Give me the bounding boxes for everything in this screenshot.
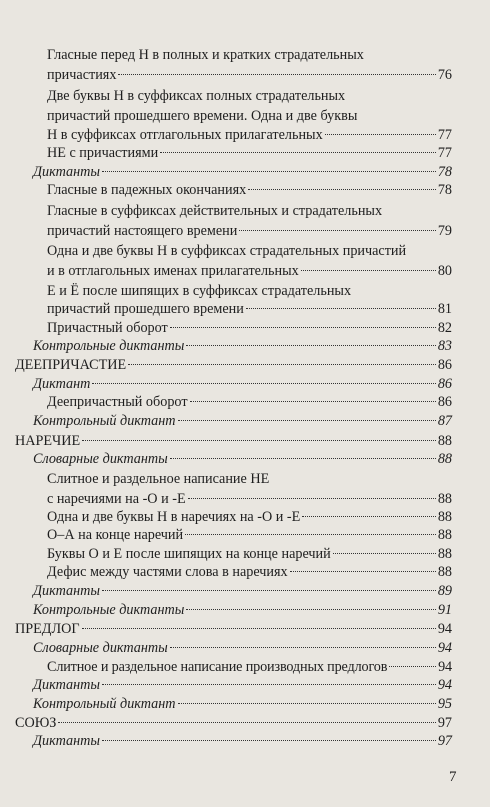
toc-label: СОЮЗ bbox=[15, 715, 57, 731]
toc-label: Диктанты bbox=[33, 733, 100, 749]
toc-page: 95 bbox=[437, 696, 452, 712]
toc-label: причастий прошедшего времени bbox=[47, 301, 244, 317]
toc-page: 94 bbox=[437, 677, 452, 693]
toc-entry bbox=[0, 223, 490, 240]
toc-page: 89 bbox=[437, 583, 452, 599]
toc-page: 94 bbox=[437, 640, 452, 656]
page-number: 7 bbox=[449, 769, 457, 785]
toc-label: Буквы О и Е после шипящих на конце наречий bbox=[47, 546, 331, 562]
toc-entry bbox=[0, 451, 490, 468]
toc-page: 88 bbox=[437, 564, 452, 580]
toc-page: 78 bbox=[437, 164, 452, 180]
toc-entry bbox=[0, 509, 490, 526]
toc-label: Н в суффиксах отглагольных прилагательных bbox=[47, 127, 323, 143]
toc-entry bbox=[0, 320, 490, 337]
dot-leader bbox=[248, 189, 436, 190]
dot-leader bbox=[178, 420, 436, 421]
toc-entry bbox=[0, 527, 490, 544]
toc-entry bbox=[0, 164, 490, 181]
toc-label: Контрольные диктанты bbox=[33, 602, 185, 618]
toc-entry bbox=[0, 145, 490, 162]
toc-label: Причастный оборот bbox=[47, 320, 168, 336]
toc-entry bbox=[0, 376, 490, 393]
toc-section bbox=[0, 621, 490, 638]
toc-page: 94 bbox=[437, 621, 452, 637]
dot-leader bbox=[246, 308, 436, 309]
dot-leader bbox=[102, 171, 436, 172]
toc-page: 86 bbox=[437, 376, 452, 392]
dot-leader bbox=[188, 498, 436, 499]
dot-leader bbox=[239, 230, 435, 231]
toc-page: 86 bbox=[437, 394, 452, 410]
dot-leader bbox=[302, 516, 435, 517]
toc-label: Диктанты bbox=[33, 164, 100, 180]
toc-page: 80 bbox=[437, 263, 452, 279]
toc-page: 86 bbox=[437, 357, 452, 373]
toc-entry bbox=[0, 677, 490, 694]
toc-page: 77 bbox=[437, 145, 452, 161]
toc-label: причастиях bbox=[47, 67, 117, 83]
toc-section bbox=[0, 357, 490, 374]
toc-page: 88 bbox=[437, 546, 452, 562]
toc-label: Одна и две буквы Н в наречиях на -О и -Е bbox=[47, 509, 301, 525]
dot-leader bbox=[290, 571, 436, 572]
toc-entry bbox=[0, 67, 490, 84]
dot-leader bbox=[389, 666, 436, 667]
dot-leader bbox=[333, 553, 436, 554]
toc-label: и в отглагольных именах прилагательных bbox=[47, 263, 299, 279]
toc-label: Контрольный диктант bbox=[33, 413, 176, 429]
dot-leader bbox=[190, 401, 436, 402]
toc-entry bbox=[0, 640, 490, 657]
toc-label: О–А на конце наречий bbox=[47, 527, 184, 543]
dot-leader bbox=[58, 722, 435, 723]
toc-page: 79 bbox=[437, 223, 452, 239]
toc-label: причастий настоящего времени bbox=[47, 223, 238, 239]
dot-leader bbox=[118, 74, 435, 75]
toc-page: 87 bbox=[437, 413, 452, 429]
toc-section bbox=[0, 715, 490, 732]
toc-page: 82 bbox=[437, 320, 452, 336]
dot-leader bbox=[186, 345, 435, 346]
toc-page: 97 bbox=[437, 715, 452, 731]
dot-leader bbox=[178, 703, 436, 704]
toc-page: 88 bbox=[437, 433, 452, 449]
toc-page: 88 bbox=[437, 527, 452, 543]
toc-label: Диктант bbox=[33, 376, 91, 392]
toc-label: ДЕЕПРИЧАСТИЕ bbox=[15, 357, 127, 373]
toc-text: Гласные перед Н в полных и кратких страдательных bbox=[47, 47, 364, 63]
dot-leader bbox=[325, 134, 436, 135]
toc-text: Две буквы Н в суффиксах полных страдательных bbox=[47, 88, 346, 104]
toc-page: 81 bbox=[437, 301, 452, 317]
dot-leader bbox=[102, 590, 436, 591]
toc-label: с наречиями на -О и -Е bbox=[47, 491, 186, 507]
toc-entry bbox=[0, 413, 490, 430]
dot-leader bbox=[186, 609, 435, 610]
toc-text: Гласные в суффиксах действительных и страдательных bbox=[47, 203, 383, 219]
toc-page: 88 bbox=[437, 509, 452, 525]
toc-entry bbox=[0, 546, 490, 563]
dot-leader bbox=[128, 364, 436, 365]
dot-leader bbox=[82, 628, 436, 629]
toc-entry bbox=[0, 127, 490, 144]
toc-entry bbox=[0, 583, 490, 600]
toc-entry bbox=[0, 733, 490, 750]
dot-leader bbox=[82, 440, 436, 441]
toc-label: НЕ с причастиями bbox=[47, 145, 159, 161]
toc-label: Контрольные диктанты bbox=[33, 338, 185, 354]
toc-text: Е и Ё после шипящих в суффиксах страдательных bbox=[47, 283, 352, 299]
toc-page: 83 bbox=[437, 338, 452, 354]
dot-leader bbox=[301, 270, 436, 271]
toc-page: 76 bbox=[437, 67, 452, 83]
toc-label: Диктанты bbox=[33, 677, 100, 693]
toc-section bbox=[0, 433, 490, 450]
toc-page: 97 bbox=[437, 733, 452, 749]
dot-leader bbox=[160, 152, 436, 153]
dot-leader bbox=[185, 534, 436, 535]
toc-text: Слитное и раздельное написание НЕ bbox=[47, 471, 270, 487]
dot-leader bbox=[92, 383, 435, 384]
toc-label: НАРЕЧИЕ bbox=[15, 433, 81, 449]
toc-text: причастий прошедшего времени. Одна и две буквы bbox=[47, 108, 358, 124]
toc-label: ПРЕДЛОГ bbox=[15, 621, 80, 637]
toc-entry bbox=[0, 602, 490, 619]
toc-label: Дефис между частями слова в наречиях bbox=[47, 564, 288, 580]
dot-leader bbox=[170, 458, 436, 459]
dot-leader bbox=[102, 684, 436, 685]
toc-text: Одна и две буквы Н в суффиксах страдательных причастий bbox=[47, 243, 407, 259]
toc-label: Деепричастный оборот bbox=[47, 394, 188, 410]
toc-page: 88 bbox=[437, 451, 452, 467]
toc-label: Диктанты bbox=[33, 583, 100, 599]
toc-entry bbox=[0, 182, 490, 199]
toc-entry bbox=[0, 659, 490, 676]
toc-label: Гласные в падежных окончаниях bbox=[47, 182, 247, 198]
toc-page: 88 bbox=[437, 491, 452, 507]
toc-page: 77 bbox=[437, 127, 452, 143]
toc-label: Словарные диктанты bbox=[33, 451, 168, 467]
toc-entry bbox=[0, 564, 490, 581]
dot-leader bbox=[170, 327, 436, 328]
toc-page: 91 bbox=[437, 602, 452, 618]
toc-entry bbox=[0, 263, 490, 280]
toc-page: 94 bbox=[438, 659, 452, 675]
dot-leader bbox=[170, 647, 436, 648]
toc-entry bbox=[0, 338, 490, 355]
toc-label: Слитное и раздельное написание производных предлогов bbox=[47, 659, 388, 675]
toc-entry bbox=[0, 301, 490, 318]
dot-leader bbox=[102, 740, 436, 741]
toc-label: Словарные диктанты bbox=[33, 640, 168, 656]
toc-page: 78 bbox=[437, 182, 452, 198]
toc-entry bbox=[0, 491, 490, 508]
toc-entry bbox=[0, 394, 490, 411]
toc-label: Контрольный диктант bbox=[33, 696, 176, 712]
toc-entry bbox=[0, 696, 490, 713]
